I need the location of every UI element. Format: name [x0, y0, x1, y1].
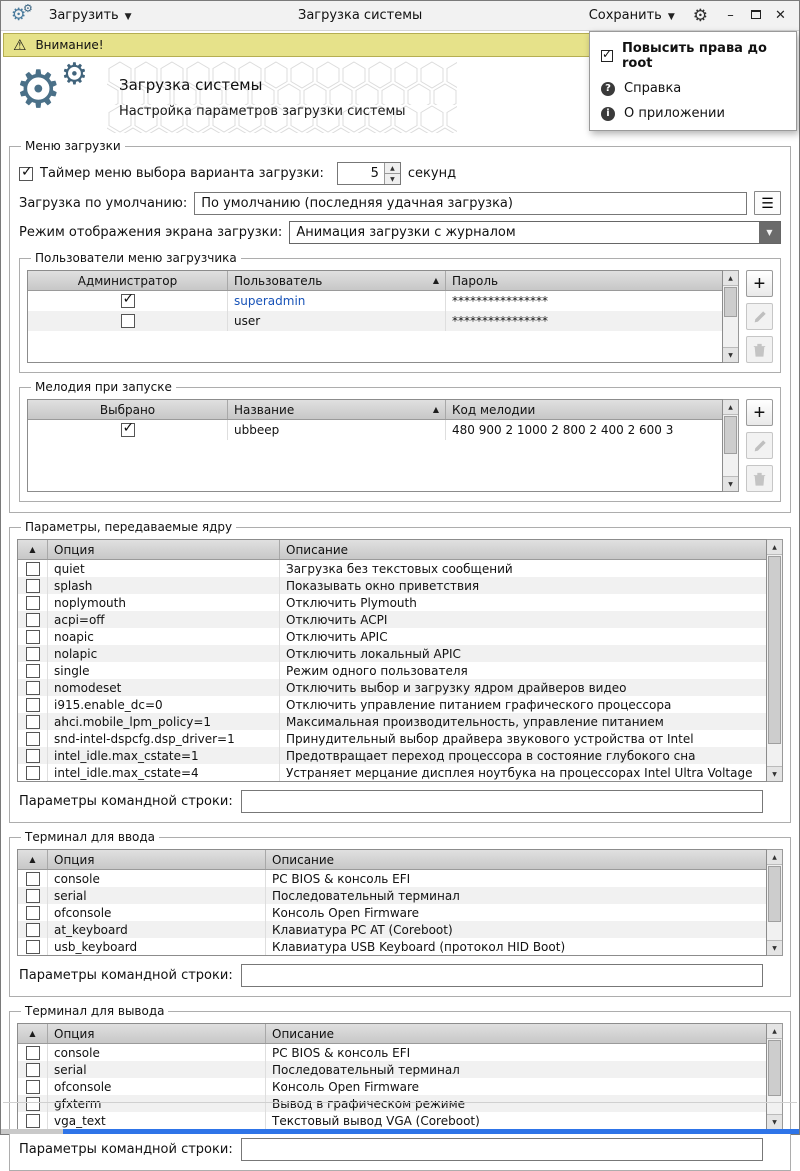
sort-ascending-icon: ▲: [432, 276, 439, 285]
table-cell: Показывать окно приветствия: [286, 578, 480, 593]
table-cell: Отключить APIC: [286, 629, 388, 644]
table-row[interactable]: [18, 679, 766, 696]
column-header[interactable]: [28, 271, 228, 290]
window-bottom-edge: [1, 1129, 799, 1134]
table-cell: single: [48, 662, 280, 679]
settings-gear-icon[interactable]: ⚙: [692, 5, 708, 26]
kernel-cmdline-label: Параметры командной строки:: [19, 794, 233, 809]
table-body: [28, 420, 722, 491]
row-checkbox[interactable]: [26, 1063, 40, 1077]
scroll-up-icon[interactable]: ▲: [767, 540, 782, 555]
menu-item-label: О приложении: [624, 106, 725, 121]
scrollbar-track[interactable]: [723, 286, 738, 347]
melody-table: [27, 399, 723, 492]
edit-user-button[interactable]: [746, 303, 773, 330]
checkbox-cell: [18, 870, 48, 887]
sort-ascending-icon: ▲: [432, 405, 439, 414]
checkbox-cell: [18, 577, 48, 594]
chevron-down-icon: ▼: [124, 11, 132, 22]
scrollbar-thumb[interactable]: [724, 287, 737, 317]
checkbox-cell: [18, 730, 48, 747]
menu-item-about[interactable]: [590, 101, 796, 126]
row-checkbox[interactable]: [26, 664, 40, 678]
maximize-button[interactable]: [747, 9, 764, 22]
table-cell: intel_idle.max_cstate=1: [48, 747, 280, 764]
table-cell: ****************: [452, 294, 548, 308]
table-cell: console: [48, 870, 266, 887]
users-table: [27, 270, 723, 363]
group-legend: Мелодия при запуске: [35, 380, 172, 394]
table-body: [18, 870, 766, 955]
table-header-row: [18, 850, 766, 870]
group-legend: Терминал для ввода: [25, 830, 156, 844]
column-header[interactable]: [18, 1024, 48, 1043]
scroll-down-icon[interactable]: ▼: [767, 1114, 782, 1129]
table-row[interactable]: [28, 291, 722, 311]
table-cell: Загрузка без текстовых сообщений: [286, 561, 513, 576]
table-cell: nomodeset: [48, 679, 280, 696]
column-header[interactable]: [228, 271, 446, 290]
bottom-corner: [1, 1129, 63, 1134]
row-checkbox[interactable]: [26, 562, 40, 576]
table-row[interactable]: [18, 662, 766, 679]
add-user-button[interactable]: +: [746, 270, 773, 297]
spin-arrows: [384, 163, 400, 184]
maximize-icon: [751, 10, 761, 19]
table-cell: noapic: [48, 628, 280, 645]
table-cell: splash: [48, 577, 280, 594]
spin-up-icon[interactable]: ▲: [385, 163, 400, 174]
table-cell: user: [228, 311, 446, 331]
load-menu-label: Загрузить: [49, 8, 119, 23]
scrollbar-thumb[interactable]: [768, 866, 781, 922]
column-header[interactable]: [446, 400, 722, 419]
timer-label: Таймер меню выбора варианта загрузки:: [40, 166, 324, 181]
column-header-label: Выбрано: [99, 402, 156, 417]
column-header-label: Пользователь: [234, 273, 323, 288]
table-cell: ofconsole: [48, 1078, 266, 1095]
table-cell: Отключить ACPI: [286, 612, 388, 627]
input-terminal-cmdline-label: Параметры командной строки:: [19, 968, 233, 983]
column-header[interactable]: [266, 1024, 766, 1043]
row-checkbox[interactable]: [26, 923, 40, 937]
table-cell: Последовательный терминал: [272, 888, 460, 903]
table-header-row: [18, 1024, 766, 1044]
window-title: Загрузка системы: [297, 8, 423, 23]
scroll-up-icon[interactable]: ▲: [723, 400, 738, 415]
output-terminal-cmdline-input[interactable]: [241, 1138, 763, 1161]
scroll-up-icon[interactable]: ▲: [723, 271, 738, 286]
table-cell: snd-intel-dspcfg.dsp_driver=1: [48, 730, 280, 747]
table-cell: ubbeep: [228, 420, 446, 440]
column-header-label: Код мелодии: [452, 402, 536, 417]
row-checkbox[interactable]: [26, 766, 40, 780]
melody-scrollbar[interactable]: [723, 399, 739, 492]
scroll-down-icon[interactable]: ▼: [723, 476, 738, 491]
table-cell: ****************: [452, 314, 548, 328]
table-cell: at_keyboard: [48, 921, 266, 938]
table-header-row: [18, 540, 766, 560]
output-terminal-cmdline-label: Параметры командной строки:: [19, 1142, 233, 1157]
scroll-down-icon[interactable]: ▼: [767, 766, 782, 781]
group-legend: Меню загрузки: [25, 139, 121, 153]
bottom-accent-bar: [63, 1129, 799, 1134]
add-melody-button[interactable]: +: [746, 399, 773, 426]
column-header-label: Опция: [54, 542, 95, 557]
info-icon: i: [601, 107, 615, 121]
table-cell: Отключить Plymouth: [286, 595, 417, 610]
status-bar: [3, 1102, 797, 1128]
kernel-params-group: [9, 520, 791, 823]
combobox-arrow-icon[interactable]: ▼: [759, 222, 780, 243]
menu-item-label: Справка: [624, 81, 682, 96]
pencil-icon: [753, 310, 767, 324]
column-header[interactable]: [28, 400, 228, 419]
checkbox-cell: [18, 594, 48, 611]
column-header[interactable]: [48, 540, 280, 559]
kernel-scrollbar[interactable]: [767, 539, 783, 782]
display-mode-combobox[interactable]: [289, 221, 781, 244]
table-row[interactable]: [18, 594, 766, 611]
checkbox-cell: [18, 611, 48, 628]
table-row[interactable]: [18, 1044, 766, 1061]
titlebar: [1, 1, 799, 31]
group-legend: Пользователи меню загрузчика: [35, 251, 237, 265]
checkbox-cell: [28, 291, 228, 311]
scrollbar-track[interactable]: [767, 865, 782, 940]
table-cell: console: [48, 1044, 266, 1061]
checkbox-cell: [28, 420, 228, 440]
column-header[interactable]: [228, 400, 446, 419]
checkbox-cell: [18, 679, 48, 696]
input-terminal-table: [17, 849, 767, 956]
table-header-row: [28, 400, 722, 420]
table-cell: Клавиатура USB Keyboard (протокол HID Boot): [272, 939, 566, 954]
gear-icon: ⚙: [15, 60, 62, 120]
group-legend: Параметры, передаваемые ядру: [25, 520, 233, 534]
checkbox-cell: [18, 628, 48, 645]
help-icon: ?: [601, 82, 615, 96]
column-header[interactable]: [446, 271, 722, 290]
users-scrollbar[interactable]: [723, 270, 739, 363]
checkbox-cell: [18, 696, 48, 713]
row-checkbox[interactable]: [26, 579, 40, 593]
scrollbar-track[interactable]: [723, 415, 738, 476]
table-row[interactable]: [18, 870, 766, 887]
users-group: [19, 251, 781, 373]
table-cell: 480 900 2 1000 2 800 2 400 2 600 3: [452, 423, 674, 437]
scrollbar-thumb[interactable]: [724, 416, 737, 454]
table-row[interactable]: [18, 730, 766, 747]
timer-unit-label: секунд: [407, 166, 457, 181]
table-cell: vga_text: [48, 1112, 266, 1129]
column-header[interactable]: [280, 540, 766, 559]
trash-icon: [753, 472, 766, 486]
sort-ascending-icon: ▲: [29, 1029, 36, 1038]
timer-spinbox[interactable]: [337, 162, 401, 185]
table-row[interactable]: [18, 764, 766, 781]
table-cell: Консоль Open Firmware: [272, 905, 420, 920]
table-row[interactable]: [18, 713, 766, 730]
row-checkbox[interactable]: [26, 613, 40, 627]
table-cell: Отключить локальный APIC: [286, 646, 461, 661]
app-gears-icon: ⚙ ⚙: [11, 2, 33, 25]
table-cell: Консоль Open Firmware: [272, 1079, 420, 1094]
melody-group: [19, 380, 781, 502]
row-checkbox[interactable]: [26, 630, 40, 644]
boot-menu-group: [9, 139, 791, 513]
checkbox-cell: [28, 311, 228, 331]
kernel-params-table: [17, 539, 767, 782]
table-row[interactable]: [18, 1061, 766, 1078]
melody-actions: [746, 399, 773, 492]
scrollbar-thumb[interactable]: [768, 1040, 781, 1096]
save-menu-button[interactable]: [585, 6, 679, 25]
delete-user-button[interactable]: [746, 336, 773, 363]
column-header-label: Описание: [272, 1026, 335, 1041]
table-body: [28, 291, 722, 362]
timer-value: 5: [370, 166, 379, 181]
row-checkbox[interactable]: [26, 715, 40, 729]
table-cell: noplymouth: [48, 594, 280, 611]
page-title: Загрузка системы: [119, 75, 263, 94]
sort-ascending-icon: ▲: [29, 855, 36, 864]
users-actions: [746, 270, 773, 363]
input-terminal-scrollbar[interactable]: [767, 849, 783, 956]
table-row[interactable]: [18, 747, 766, 764]
edit-melody-button[interactable]: [746, 432, 773, 459]
checkbox-cell: [18, 645, 48, 662]
timer-checkbox[interactable]: [19, 167, 33, 181]
column-header[interactable]: [48, 850, 266, 869]
row-checkbox[interactable]: [26, 647, 40, 661]
scroll-down-icon[interactable]: ▼: [767, 940, 782, 955]
table-cell: serial: [48, 1061, 266, 1078]
table-row[interactable]: [28, 311, 722, 331]
column-header-label: Опция: [54, 852, 95, 867]
table-cell: i915.enable_dc=0: [48, 696, 280, 713]
table-cell: PC BIOS & консоль EFI: [272, 871, 411, 886]
table-row[interactable]: [18, 645, 766, 662]
table-cell: Клавиатура PC AT (Coreboot): [272, 922, 453, 937]
header-text: [119, 76, 406, 119]
table-header-row: [28, 271, 722, 291]
row-checkbox[interactable]: [121, 294, 135, 308]
scrollbar-thumb[interactable]: [768, 556, 781, 744]
column-header[interactable]: [18, 540, 48, 559]
table-cell: Вывод в графическом режиме: [272, 1096, 466, 1111]
save-menu-label: Сохранить: [588, 8, 662, 23]
input-terminal-group: [9, 830, 791, 997]
output-terminal-group: [9, 1004, 791, 1171]
table-body: [18, 560, 766, 781]
table-row[interactable]: [18, 560, 766, 577]
row-checkbox[interactable]: [26, 596, 40, 610]
boot-entries-list-button[interactable]: ☰: [754, 191, 781, 215]
table-cell: Отключить выбор и загрузку ядром драйверов видео: [286, 680, 627, 695]
sort-ascending-icon: ▲: [29, 545, 36, 554]
row-checkbox[interactable]: [26, 940, 40, 954]
trash-icon: [753, 343, 766, 357]
kernel-cmdline-input[interactable]: [241, 790, 763, 813]
table-row[interactable]: [18, 1078, 766, 1095]
spin-down-icon[interactable]: ▼: [385, 174, 400, 184]
row-checkbox[interactable]: [26, 889, 40, 903]
row-checkbox[interactable]: [26, 906, 40, 920]
table-cell: serial: [48, 887, 266, 904]
minimize-button[interactable]: –: [727, 8, 734, 23]
checkbox-cell: [18, 560, 48, 577]
row-checkbox[interactable]: [26, 1046, 40, 1060]
table-cell: Устраняет мерцание дисплея ноутбука на процессорах Intel Ultra Voltage: [286, 765, 753, 780]
scroll-up-icon[interactable]: ▲: [767, 850, 782, 865]
column-header[interactable]: [266, 850, 766, 869]
menu-item-label: Повысить права до root: [622, 41, 767, 71]
row-checkbox[interactable]: [121, 314, 135, 328]
combobox-value: Анимация загрузки с журналом: [296, 225, 516, 240]
table-cell: intel_idle.max_cstate=4: [48, 764, 280, 781]
table-cell: Режим одного пользователя: [286, 663, 468, 678]
table-cell: ofconsole: [48, 904, 266, 921]
table-cell: acpi=off: [48, 611, 280, 628]
table-cell: nolapic: [48, 645, 280, 662]
checkbox-cell: [18, 921, 48, 938]
column-header-label: Описание: [272, 852, 335, 867]
display-mode-label: Режим отображения экрана загрузки:: [19, 225, 283, 240]
table-cell: PC BIOS & консоль EFI: [272, 1045, 411, 1060]
scroll-down-icon[interactable]: ▼: [723, 347, 738, 362]
gear-icon: ⚙: [61, 57, 88, 92]
app-logo-gears: [11, 57, 103, 132]
checkbox-cell: [18, 662, 48, 679]
table-cell: Текстовый вывод VGA (Coreboot): [272, 1113, 480, 1128]
row-checkbox[interactable]: [26, 681, 40, 695]
checkbox-cell: [18, 1044, 48, 1061]
load-menu-button[interactable]: [45, 6, 136, 25]
column-header-label: Администратор: [77, 273, 178, 288]
checkbox-cell: [18, 747, 48, 764]
scrollbar-track[interactable]: [767, 555, 782, 766]
checkbox-cell: [18, 1078, 48, 1095]
column-header[interactable]: [18, 850, 48, 869]
table-row[interactable]: [28, 420, 722, 440]
save-dropdown-menu: [589, 31, 797, 131]
table-row[interactable]: [18, 628, 766, 645]
table-cell: Принудительный выбор драйвера звукового устройства от Intel: [286, 731, 694, 746]
table-cell: usb_keyboard: [48, 938, 266, 955]
table-row[interactable]: [18, 577, 766, 594]
menu-item-elevate-root[interactable]: [590, 36, 796, 76]
table-row[interactable]: [18, 921, 766, 938]
group-legend: Терминал для вывода: [25, 1004, 165, 1018]
chevron-down-icon: ▼: [667, 11, 675, 22]
default-boot-input[interactable]: По умолчанию (последняя удачная загрузка): [194, 192, 747, 215]
scroll-up-icon[interactable]: ▲: [767, 1024, 782, 1039]
checkbox-checked-icon: [601, 50, 613, 62]
table-cell: superadmin: [228, 291, 446, 311]
checkbox-cell: [18, 938, 48, 955]
column-header-label: Пароль: [452, 273, 499, 288]
pencil-icon: [753, 439, 767, 453]
column-header-label: Опция: [54, 1026, 95, 1041]
warning-text: Внимание!: [35, 38, 104, 52]
warning-icon: ⚠: [13, 35, 27, 54]
default-boot-label: Загрузка по умолчанию:: [19, 195, 188, 211]
table-cell: gfxterm: [48, 1095, 266, 1112]
table-cell: ahci.mobile_lpm_policy=1: [48, 713, 280, 730]
row-checkbox[interactable]: [26, 1080, 40, 1094]
table-cell: Отключить управление питанием графического процессора: [286, 697, 672, 712]
row-checkbox[interactable]: [26, 698, 40, 712]
table-cell: Максимальная производительность, управление питанием: [286, 714, 664, 729]
checkbox-cell: [18, 904, 48, 921]
checkbox-cell: [18, 1061, 48, 1078]
checkbox-cell: [18, 764, 48, 781]
table-cell: quiet: [48, 560, 280, 577]
row-checkbox[interactable]: [121, 423, 135, 437]
table-row[interactable]: [18, 611, 766, 628]
table-row[interactable]: [18, 904, 766, 921]
table-row[interactable]: [18, 938, 766, 955]
row-checkbox[interactable]: [26, 732, 40, 746]
checkbox-cell: [18, 713, 48, 730]
menu-item-help[interactable]: [590, 76, 796, 101]
checkbox-cell: [18, 887, 48, 904]
column-header-label: Название: [234, 402, 295, 417]
row-checkbox[interactable]: [26, 872, 40, 886]
table-cell: Предотвращает переход процессора в состояние глубокого сна: [286, 748, 696, 763]
close-button[interactable]: ✕: [775, 8, 786, 23]
page-subtitle: Настройка параметров загрузки системы: [119, 103, 406, 119]
table-cell: Последовательный терминал: [272, 1062, 460, 1077]
row-checkbox[interactable]: [26, 749, 40, 763]
delete-melody-button[interactable]: [746, 465, 773, 492]
table-row[interactable]: [18, 696, 766, 713]
column-header-label: Описание: [286, 542, 349, 557]
input-terminal-cmdline-input[interactable]: [241, 964, 763, 987]
table-row[interactable]: [18, 887, 766, 904]
column-header[interactable]: [48, 1024, 266, 1043]
